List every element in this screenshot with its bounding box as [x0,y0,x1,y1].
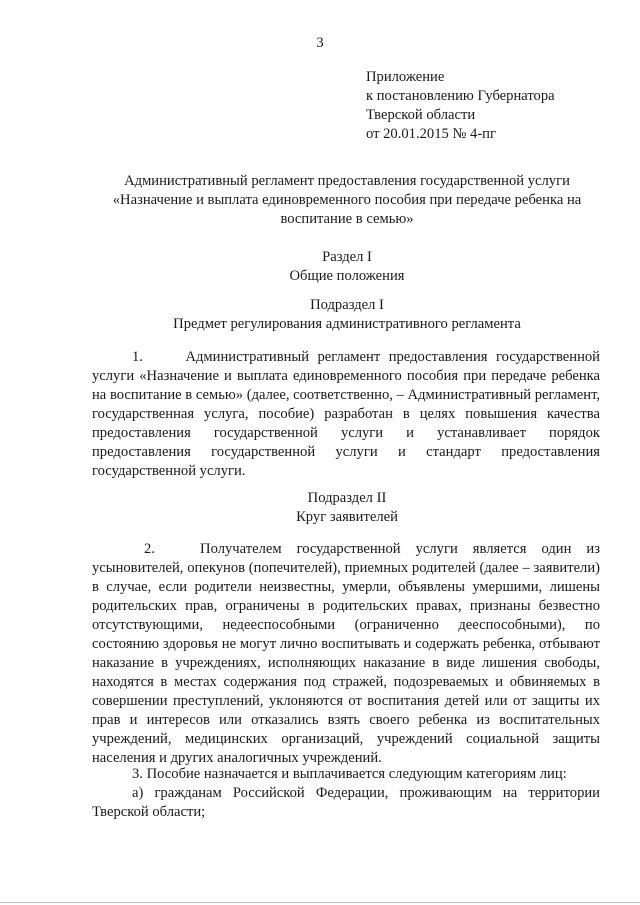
subsection-2-heading [92,489,602,527]
paragraph-3-text: 3. Пособие назначается и выплачивается следующим категориям лиц: [132,766,567,782]
paragraph-2 [92,540,600,768]
annex-line-2: к постановлению Губернатора [366,88,555,104]
paragraph-1 [92,348,600,481]
section-label: Раздел I [322,249,372,265]
paragraph-2-text: Получателем государственной услуги является один из усыновителей, опекунов (попечителей), приемных родителей (далее – заявители) в случае, если родители неизвестны, умерли, объявлены умершими, лишены родительских прав, ограничены в родительских правах, признаны безвестно отсутствующими, недееспособными (ограниченно дееспособными), по состоянию здоровья не могут лично воспитывать и содержать ребенка, отбывают наказание в учреждениях, исполняющих наказание в виде лишения свободы, находятся в местах содержания под стражей, подозреваемых и обвиняемых в совершении преступлений, уклоняются от воспитания детей или от защиты их прав и интересов или отказались взять своего ребенка из воспитательных учреждений, медицинских организаций, учреждений социальной защиты населения и других аналогичных учреждений. [92,541,600,766]
section-heading [92,248,602,286]
annex-line-4: от 20.01.2015 № 4-пг [366,126,496,142]
document-title [92,172,602,229]
title-line-2: «Назначение и выплата единовременного пособия при передаче ребенка на [112,192,582,208]
paragraph-1-number: 1. [132,349,143,365]
page-bottom-edge [0,902,640,903]
section-name: Общие положения [289,268,405,284]
page-number: 3 [316,35,324,51]
subsection-2-name: Круг заявителей [296,509,398,525]
paragraph-3 [92,765,600,784]
paragraph-1-text: Административный регламент предоставления государственной услуги «Назначение и выплата единовременного пособия при передаче ребенка на воспитание в семью» (далее, соответственно, – Административный регламент, государственная услуга, пособие) разработан в целях повышения качества предоставления государственной услуги и устанавливает порядок предоставления государственной услуги и стандарт предоставления государственной услуги. [92,349,600,479]
title-line-3: воспитание в семью» [280,211,414,227]
paragraph-2-number: 2. [144,541,155,557]
paragraph-4 [92,784,600,822]
title-line-1: Административный регламент предоставления государственной услуги [124,173,570,189]
paragraph-4-text: а) гражданам Российской Федерации, проживающим на территории Тверской области; [92,785,600,820]
annex-line-3: Тверской области [366,107,476,123]
subsection-1-heading [92,296,602,334]
subsection-1-label: Подраздел I [310,297,384,313]
annex-header [366,68,626,144]
subsection-2-label: Подраздел II [307,490,387,506]
annex-line-1: Приложение [366,69,445,85]
subsection-1-name: Предмет регулирования административного регламента [173,316,521,332]
